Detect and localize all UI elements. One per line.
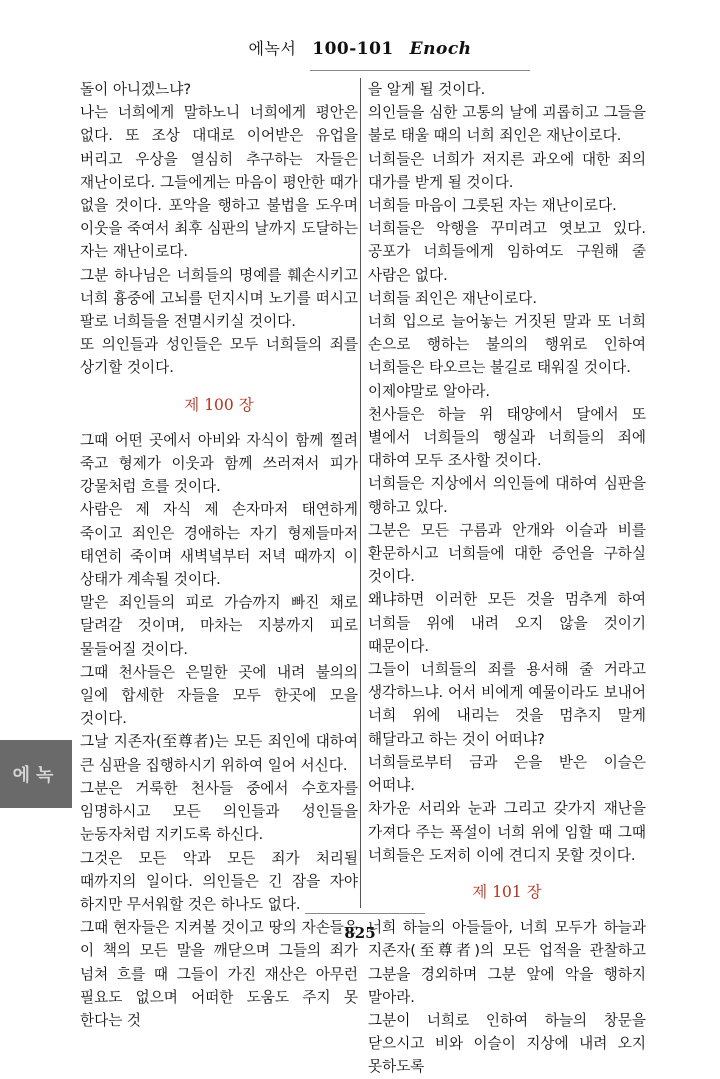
paragraph: 너희들은 악행을 꾸미려고 엿보고 있다. 공포가 너희들에게 임하여도 구원해 줄 사람은 없다. bbox=[368, 220, 646, 284]
page-number: 825 bbox=[344, 924, 376, 942]
paragraph: 너희 입으로 늘어놓는 거짓된 말과 또 너희 손으로 행하는 불의의 행위로 인하여 너희들은 타오르는 불길로 태워질 것이다. bbox=[368, 313, 646, 377]
paragraph: 그분이 너희로 인하여 하늘의 창문을 닫으시고 비와 이슬이 지상에 내려 오지 못하도록 bbox=[368, 1011, 646, 1076]
book-title: 에녹서 bbox=[248, 39, 297, 58]
paragraph: 차가운 서리와 눈과 그리고 갖가지 재난을 가져다 주는 폭설이 너희 위에 임할 때 그때 너희들은 도저히 이에 견디지 못할 것이다. bbox=[368, 800, 646, 864]
running-header bbox=[0, 36, 720, 59]
left-column bbox=[80, 78, 358, 1032]
paragraph: 너희들은 지상에서 의인들에 대하여 심판을 행하고 있다. bbox=[368, 475, 646, 516]
paragraph: 천사들은 하늘 위 태양에서 달에서 또 별에서 너희들의 행실과 너희들의 죄에 대하여 모두 조사할 것이다. bbox=[368, 405, 646, 470]
paragraph: 너희들은 너희가 저지른 과오에 대한 죄의 대가를 받게 될 것이다. bbox=[368, 150, 646, 191]
paragraph: 말은 죄인들의 피로 가슴까지 빠진 채로 달려갈 것이며, 마차는 지붕까지 피로 물들어질 것이다. bbox=[80, 594, 358, 658]
paragraph: 또 의인들과 성인들은 모두 너희들의 죄를 상기할 것이다. bbox=[80, 336, 358, 377]
chapter-range: 100-101 bbox=[312, 39, 394, 59]
header-rule bbox=[310, 70, 530, 71]
paragraph: 왜냐하면 이러한 모든 것을 멈추게 하여 너희들 위에 내려 오지 않을 것이기 때문이다. bbox=[368, 591, 646, 655]
paragraph: 그분은 거룩한 천사들 중에서 수호자를 임명하시고 모든 의인들과 성인들을 눈동자처럼 지키도록 하신다. bbox=[80, 779, 358, 844]
section-tab-label: 에녹 bbox=[12, 765, 60, 786]
paragraph: 너희들 마음이 그릇된 자는 재난이로다. bbox=[368, 197, 617, 215]
column-divider bbox=[360, 78, 361, 908]
paragraph: 그분은 모든 구름과 안개와 이슬과 비를 환문하시고 너희들에 대한 증언을 구하실 것이다. bbox=[368, 521, 646, 586]
paragraph: 너희들로부터 금과 은을 받은 이슬은 어떠냐. bbox=[368, 753, 646, 795]
paragraph: 이제야말로 알아라. bbox=[368, 382, 491, 400]
paragraph: 그것은 모든 악과 모든 죄가 처리될 때까지의 일이다. 의인들은 긴 잠을 자야 하지만 무서워할 것은 하나도 없다. bbox=[80, 849, 358, 913]
paragraph: 돌이 아니겠느냐? bbox=[80, 81, 192, 98]
paragraph: 사람은 제 자식 제 손자마저 태연하게 죽이고 죄인은 경애하는 자기 형제들마저 태연히 죽이며 새벽녘부터 저녁 때까지 이 상태가 계속될 것이다. bbox=[80, 501, 358, 589]
paragraph: 그분 하나님은 너희들의 명예를 훼손시키고 너희 흉중에 고뇌를 던지시며 노기를 떠시고 팔로 너희들을 전멸시키실 것이다. bbox=[80, 266, 358, 331]
chapter-heading-101: 제 101 장 bbox=[472, 882, 542, 901]
paragraph: 그때 어떤 곳에서 아비와 자식이 함께 찔려 죽고 형제가 이웃과 함께 쓰러져서 피가 강물처럼 흐를 것이다. bbox=[80, 431, 358, 496]
paragraph: 그날 지존자(至尊者)는 모든 죄인에 대하여 큰 심판을 집행하시기 위하여 일어 서신다. bbox=[80, 733, 358, 774]
english-title: Enoch bbox=[409, 39, 472, 59]
paragraph: 너희들 죄인은 재난이로다. bbox=[368, 289, 537, 307]
paragraph: 그때 천사들은 은밀한 곳에 내려 불의의 일에 합세한 자들을 모두 한곳에 모을 것이다. bbox=[80, 663, 358, 728]
section-tab bbox=[0, 740, 72, 808]
chapter-heading-100: 제 100 장 bbox=[184, 395, 254, 414]
paragraph: 나는 너희에게 말하노니 너희에게 평안은 없다. 또 조상 대대로 이어받은 유업을 버리고 우상을 열심히 추구하는 자들은 재난이로다. 그들에게는 마음이 평안한 때가 없을 것이다. 포악을 행하고 불법을 도우며 이웃을 죽여서 최후 심판의 날까지 도달하는 자는 재난이로다. bbox=[80, 104, 358, 261]
footer-rule bbox=[305, 913, 425, 914]
paragraph: 그들이 너희들의 죄를 용서해 줄 거라고 생각하느냐. 어서 비에게 예물이라도 보내어 너희 위에 내리는 것을 멈추지 말게 해달라고 하는 것이 어떠냐? bbox=[368, 661, 646, 748]
paragraph: 그때 현자들은 지켜볼 것이고 땅의 자손들은 이 책의 모든 말을 깨닫으며 그들의 죄가 넘쳐 흐를 때 그들이 가진 재산은 아무런 필요도 없으며 어떠한 도움도 주지 못 한다는 것 bbox=[80, 919, 358, 1029]
paragraph: 너희 하늘의 아들들아, 너희 모두가 하늘과 지존자(至尊者)의 모든 업적을 관찰하고 그분을 경외하며 그분 앞에 악을 행하지 말아라. bbox=[368, 919, 646, 1006]
paragraph: 을 알게 될 것이다. bbox=[368, 81, 486, 98]
paragraph: 의인들을 심한 고통의 날에 괴롭히고 그들을 불로 태울 때의 너희 죄인은 재난이로다. bbox=[368, 104, 646, 145]
